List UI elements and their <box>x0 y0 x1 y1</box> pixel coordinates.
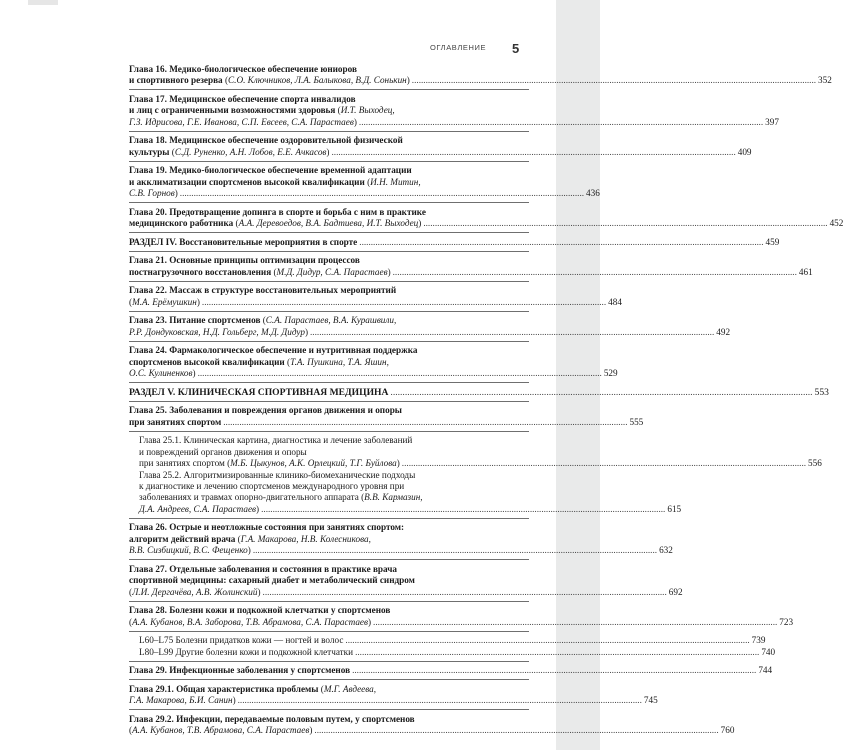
text-segment: ) <box>396 458 400 469</box>
toc-entry-text <box>129 522 404 532</box>
chapter-title: Глава 26. Острые и неотложные состояния при занятиях спортом: <box>129 522 405 533</box>
toc-entry-line <box>129 255 529 266</box>
dot-leader <box>390 387 812 398</box>
chapter-title: постнагрузочного восстановления <box>129 266 272 277</box>
page-number: 5 <box>512 41 520 56</box>
chapter-title: спортсменов высокой квалификации <box>129 356 285 367</box>
text-segment: ( <box>129 725 133 736</box>
toc-entry-line <box>129 165 529 176</box>
toc-page-number: 740 <box>761 646 776 657</box>
toc-entry-text <box>139 447 307 457</box>
entry-divider <box>129 89 529 90</box>
author-names: Т.А. Пушкина, Т.А. Яшин, <box>290 356 389 367</box>
dot-leader <box>359 237 763 248</box>
text-segment: ( <box>129 296 133 307</box>
text-segment: ( <box>222 75 229 86</box>
dot-leader <box>238 695 642 706</box>
toc-entry-text <box>129 605 390 615</box>
chapter-title: Глава 22. Массаж в структуре восстановительных мероприятий <box>129 285 397 296</box>
toc-entry[interactable] <box>129 165 600 199</box>
running-head <box>430 43 486 57</box>
toc-page-number: 452 <box>829 218 843 229</box>
dot-leader <box>393 267 797 278</box>
table-of-contents <box>129 64 843 737</box>
toc-entry-line <box>129 714 529 725</box>
toc-entry-text <box>129 177 421 187</box>
toc-entry-text <box>129 665 350 676</box>
toc-entry-text <box>139 504 259 515</box>
toc-entry-line <box>129 315 529 326</box>
chapter-title: при занятиях спортом <box>129 416 222 427</box>
toc-entry-line <box>129 146 752 158</box>
toc-page-number: 492 <box>716 326 731 337</box>
toc-entry-line <box>129 326 731 338</box>
toc-entry-text <box>139 647 353 658</box>
author-names: С.Д. Руненко, А.Н. Лобов, Е.Е. Ачкасов <box>174 146 327 157</box>
toc-entry-text <box>129 285 396 295</box>
toc-page-number: 553 <box>814 386 829 398</box>
dot-leader <box>355 647 759 658</box>
toc-page-number: 744 <box>758 665 773 676</box>
toc-entry-text <box>129 165 412 175</box>
toc-entry-line <box>129 534 529 545</box>
toc-entry-line <box>129 105 529 116</box>
toc-page-number: 484 <box>608 296 622 307</box>
chapter-title: и лиц с ограниченными возможностями здоровья <box>129 105 336 116</box>
toc-entry-line <box>129 405 529 416</box>
author-names: М.Б. Цыкунов, А.К. Орлецкий, Т.Г. Буйлова <box>230 458 397 469</box>
toc-page-number: 556 <box>808 458 822 469</box>
entry-divider <box>129 661 529 662</box>
text-segment: Глава 25.1. Клиническая картина, диагностика и лечение заболеваний <box>139 435 413 446</box>
toc-entry-text <box>129 135 403 145</box>
text-segment: ( <box>235 533 241 544</box>
toc-page-number: 529 <box>603 368 618 379</box>
toc-entry-line <box>129 94 529 105</box>
toc-entry-text <box>129 188 178 199</box>
text-segment: ( <box>271 266 277 277</box>
chapter-title: РАЗДЕЛ V. КЛИНИЧЕСКАЯ СПОРТИВНАЯ МЕДИЦИНА <box>129 386 389 398</box>
entry-divider <box>129 631 529 632</box>
toc-entry-line <box>129 236 780 248</box>
text-segment: ) <box>247 545 251 556</box>
toc-entry-text <box>129 545 251 556</box>
toc-entry-line <box>139 646 776 658</box>
entry-divider <box>129 311 529 312</box>
toc-entry-line <box>129 522 529 533</box>
toc-entry-line <box>129 64 529 75</box>
text-segment: ) <box>192 368 196 379</box>
toc-page-number: 723 <box>779 616 794 627</box>
toc-entry-line <box>139 447 529 458</box>
text-segment: ( <box>364 176 371 187</box>
dot-leader <box>223 417 627 428</box>
toc-entry-text <box>129 267 391 278</box>
toc-entry-line <box>129 266 813 278</box>
text-segment: ) <box>256 503 260 514</box>
text-segment: ( <box>260 315 266 326</box>
toc-entry-line <box>129 345 529 356</box>
dot-leader <box>373 617 777 628</box>
toc-entry[interactable] <box>129 315 731 338</box>
text-segment: ) <box>257 586 261 597</box>
toc-entry[interactable] <box>129 206 843 230</box>
text-segment: ) <box>326 146 330 157</box>
toc-entry-text <box>129 117 357 128</box>
toc-entry-text <box>139 470 415 480</box>
toc-entry-text <box>129 617 371 628</box>
toc-entry[interactable] <box>129 64 832 87</box>
toc-entry-line <box>129 188 600 199</box>
text-segment: ( <box>233 218 239 229</box>
entry-divider <box>129 601 529 602</box>
dot-leader <box>412 75 816 86</box>
chapter-title: Глава 16. Медико-биологическое обеспечение юниоров <box>129 64 357 74</box>
text-segment: ) <box>367 616 372 627</box>
toc-entry-line <box>129 695 658 706</box>
chapter-title: медицинского работника <box>129 218 234 229</box>
toc-entry[interactable] <box>129 563 683 598</box>
toc-entry-line <box>129 218 843 229</box>
author-names: Д.А. Андреев, С.А. Парастаев <box>139 503 257 514</box>
dot-leader <box>314 725 718 736</box>
toc-entry-text <box>139 458 400 469</box>
entry-divider <box>129 281 529 282</box>
chapter-title: алгоритм действий врача <box>129 533 236 544</box>
toc-entry[interactable] <box>129 255 813 278</box>
toc-entry-line <box>129 75 832 86</box>
toc-entry-text <box>129 64 357 74</box>
text-segment: ( <box>335 105 341 116</box>
toc-entry[interactable] <box>129 683 658 707</box>
toc-entry[interactable] <box>129 405 644 428</box>
toc-entry-text <box>139 492 423 502</box>
toc-entry-text <box>129 255 360 265</box>
author-names: Г.З. Идрисова, Г.Е. Иванова, С.П. Евсеев, С.А. Парастаев <box>129 116 354 127</box>
author-names: Л.И. Дергачёва, А.В. Жолинский <box>132 586 258 597</box>
toc-entry-line <box>129 357 529 368</box>
toc-entry-text <box>129 695 236 706</box>
toc-page-number: 745 <box>643 695 658 706</box>
toc-entry-text <box>129 725 312 736</box>
toc-page-number: 555 <box>629 416 644 427</box>
toc-entry-line <box>129 116 779 128</box>
toc-entry-line <box>129 135 529 146</box>
dot-leader <box>263 587 667 598</box>
toc-entry-text <box>129 405 402 415</box>
chapter-title: Глава 17. Медицинское обеспечение спорта инвалидов <box>129 94 356 104</box>
dot-leader <box>310 327 714 338</box>
author-names: М.Г. Авдеева, <box>323 683 377 694</box>
toc-page-number: 459 <box>765 236 780 247</box>
toc-page-number: 615 <box>667 503 682 514</box>
chapter-title: Глава 20. Предотвращение допинга в спорте и борьба с ним в практике <box>129 206 426 217</box>
text-segment: L80–L99 Другие болезни кожи и подкожной клетчатки <box>139 646 354 657</box>
toc-entry-text <box>129 575 415 585</box>
toc-entry-text <box>129 587 261 598</box>
toc-entry-text <box>129 357 389 367</box>
toc-entry[interactable] <box>129 713 735 737</box>
author-names: С.А. Парастаев, В.А. Курашвили, <box>265 315 397 326</box>
toc-page-number: 461 <box>798 266 813 277</box>
text-segment: Глава 25.2. Алгоритмизированные клинико-биомеханические подходы <box>139 469 416 480</box>
text-segment: ( <box>129 616 133 627</box>
toc-entry-text <box>129 315 396 325</box>
toc-page-number: 692 <box>668 586 683 597</box>
toc-entry-line <box>129 616 794 628</box>
toc-entry-line <box>129 207 529 218</box>
toc-entry-text <box>129 207 426 217</box>
chapter-title: и спортивного резерва <box>129 75 223 86</box>
text-segment: ) <box>387 266 391 277</box>
entry-divider <box>129 202 529 203</box>
toc-entry[interactable] <box>129 635 766 646</box>
toc-page-number: 397 <box>765 116 779 127</box>
author-names: И.Н. Митин, <box>370 176 421 187</box>
toc-page-number: 436 <box>586 188 600 199</box>
text-segment: ( <box>169 146 175 157</box>
author-names: М.А. Ерёмушкин <box>132 296 197 307</box>
toc-entry-text <box>129 297 200 308</box>
toc-entry-text <box>129 387 388 398</box>
chapter-title: Глава 24. Фармакологическое обеспечение и нутритивная поддержка <box>129 345 418 356</box>
toc-page-number: 760 <box>720 725 735 736</box>
entry-divider <box>129 341 529 342</box>
toc-page-number: 739 <box>751 635 766 646</box>
toc-entry-line <box>139 481 529 492</box>
chapter-title: Глава 19. Медико-биологическое обеспечение временной адаптации <box>129 165 412 176</box>
entry-divider <box>129 232 529 233</box>
toc-entry-line <box>129 416 644 428</box>
text-segment: и повреждений органов движения и опоры <box>139 446 307 457</box>
toc-entry[interactable] <box>129 135 752 158</box>
chapter-title: Глава 23. Питание спортсменов <box>129 315 261 326</box>
toc-entry[interactable] <box>129 236 780 248</box>
author-names: С.О. Ключников, Л.А. Балыкова, В.Д. Сонькин <box>228 75 407 86</box>
text-segment: при занятиях спортом ( <box>139 458 231 469</box>
toc-entry-text <box>129 75 410 86</box>
entry-divider <box>129 161 529 162</box>
author-names: С.В. Горнов <box>129 188 175 199</box>
dot-leader <box>345 635 749 646</box>
toc-entry-text <box>129 714 415 724</box>
author-names: В.В. Кармазин, <box>364 492 423 503</box>
toc-entry-line <box>129 586 683 598</box>
chapter-title: Глава 29. Инфекционные заболевания у спортсменов <box>129 665 351 676</box>
toc-page-number: 632 <box>659 545 673 556</box>
chapter-title: Глава 25. Заболевания и повреждения органов движения и опоры <box>129 405 402 416</box>
author-names: А.А. Кубанов, В.А. Заборова, Т.В. Абрамова, С.А. Парастаев <box>132 616 368 627</box>
toc-entry-text <box>129 534 371 544</box>
toc-entry-text <box>129 94 356 104</box>
entry-divider <box>129 401 529 402</box>
toc-entry[interactable] <box>129 285 622 308</box>
text-segment: ) <box>309 725 313 736</box>
toc-entry[interactable] <box>129 435 822 469</box>
entry-divider <box>129 559 529 560</box>
toc-entry-text <box>129 564 397 574</box>
toc-entry-line <box>129 564 529 575</box>
text-segment: ) <box>174 188 178 199</box>
chapter-title: Глава 18. Медицинское обеспечение оздоровительной физической <box>129 135 403 146</box>
text-segment: ( <box>129 586 133 597</box>
text-segment: ( <box>318 683 324 694</box>
author-names: О.С. Кулиненков <box>129 368 193 379</box>
toc-page-number: 352 <box>818 75 832 86</box>
text-segment: ) <box>418 218 422 229</box>
author-names: А.А. Деревоедов, В.А. Бадтиева, И.Т. Выходец <box>238 218 419 229</box>
toc-entry[interactable] <box>129 522 673 556</box>
toc-entry-line <box>129 285 529 296</box>
toc-entry-line <box>129 177 529 188</box>
toc-entry[interactable] <box>129 94 779 128</box>
corner-mark <box>28 0 58 5</box>
author-names: Р.Р. Дондуковская, Н.Д. Гольберг, М.Д. Дидур <box>129 326 305 337</box>
dot-leader <box>261 504 665 515</box>
toc-entry-line <box>139 503 682 515</box>
entry-divider <box>129 709 529 710</box>
text-segment: ) <box>232 695 236 706</box>
text-segment: L60–L75 Болезни придатков кожи — ногтей и волос <box>139 635 344 646</box>
chapter-title: Глава 28. Болезни кожи и подкожной клетчатки у спортсменов <box>129 605 391 616</box>
entry-divider <box>129 679 529 680</box>
entry-divider <box>129 431 529 432</box>
text-segment: заболеваниях и травмах опорно-двигательного аппарата ( <box>139 492 365 503</box>
toc-entry[interactable] <box>129 469 682 516</box>
toc-entry-text <box>129 345 418 355</box>
dot-leader <box>331 147 735 158</box>
dot-leader <box>202 297 606 308</box>
dot-leader <box>359 117 763 128</box>
toc-entry-line <box>129 386 829 398</box>
entry-divider <box>129 131 529 132</box>
toc-entry-text <box>139 635 343 646</box>
chapter-title: РАЗДЕЛ IV. Восстановительные мероприятия в спорте <box>129 236 358 247</box>
toc-entry-text <box>129 147 329 158</box>
author-names: И.Т. Выходец, <box>340 105 395 116</box>
entry-divider <box>129 382 529 383</box>
toc-entry-line <box>129 575 529 586</box>
dot-leader <box>180 188 584 199</box>
toc-page-number: 409 <box>737 146 752 157</box>
toc-entry-line <box>129 605 529 616</box>
text-segment: к диагностике и лечению спортсменов международного уровня при <box>139 481 405 492</box>
toc-entry[interactable] <box>129 605 794 628</box>
toc-entry-text <box>129 327 308 338</box>
toc-entry[interactable] <box>129 345 618 379</box>
toc-entry-line <box>129 665 773 676</box>
chapter-title: и акклиматизации спортсменов высокой квалификации <box>129 176 365 187</box>
entry-divider <box>129 518 529 519</box>
dot-leader <box>423 218 827 229</box>
toc-entry-text <box>129 368 196 379</box>
dot-leader <box>198 368 602 379</box>
chapter-title: Глава 29.1. Общая характеристика проблемы <box>129 683 319 694</box>
toc-entry[interactable] <box>129 665 773 676</box>
text-segment: ) <box>304 326 308 337</box>
dot-leader <box>402 458 806 469</box>
toc-entry-line <box>129 296 622 308</box>
toc-entry-line <box>139 492 529 503</box>
author-names: М.Д. Дидур, С.А. Парастаев <box>276 266 388 277</box>
chapter-title: Глава 29.2. Инфекции, передаваемые половым путем, у спортсменов <box>129 713 415 724</box>
toc-entry-text <box>129 237 357 248</box>
toc-entry-text <box>139 481 404 491</box>
text-segment: ) <box>406 75 410 86</box>
author-names: Г.А. Макарова, Н.В. Колесникова, <box>240 533 371 544</box>
toc-entry-text <box>129 105 395 115</box>
author-names: Г.А. Макарова, Б.И. Санин <box>129 695 233 706</box>
chapter-title: Глава 21. Основные принципы оптимизации процессов <box>129 255 360 266</box>
chapter-title: культуры <box>129 146 170 157</box>
entry-divider <box>129 251 529 252</box>
toc-entry-line <box>129 725 735 736</box>
toc-entry-line <box>129 545 673 556</box>
toc-entry-text <box>129 417 221 428</box>
text-segment: ( <box>284 356 291 367</box>
text-segment: ) <box>353 116 357 127</box>
chapter-title: Глава 27. Отдельные заболевания и состояния в практике врача <box>129 563 398 574</box>
toc-entry-text <box>129 684 376 694</box>
toc-entry-text <box>129 218 421 229</box>
dot-leader <box>352 665 756 676</box>
toc-entry-line <box>139 635 766 646</box>
toc-entry-line <box>139 470 529 481</box>
author-names: В.В. Сизбицкий, В.С. Фещенко <box>129 545 248 556</box>
toc-entry[interactable] <box>129 386 829 398</box>
chapter-title: спортивной медицины: сахарный диабет и метаболический синдром <box>129 575 415 586</box>
toc-entry-line <box>139 435 529 446</box>
toc-entry[interactable] <box>129 646 776 658</box>
running-head-title: ОГЛАВЛЕНИЕ <box>430 43 487 52</box>
toc-entry-line <box>129 684 529 695</box>
toc-entry-line <box>139 458 822 469</box>
toc-entry-text <box>139 435 412 445</box>
toc-entry-line <box>129 368 618 379</box>
author-names: А.А. Кубанов, Т.В. Абрамова, С.А. Парастаев <box>132 725 310 736</box>
text-segment: ) <box>196 296 200 307</box>
dot-leader <box>253 545 657 556</box>
